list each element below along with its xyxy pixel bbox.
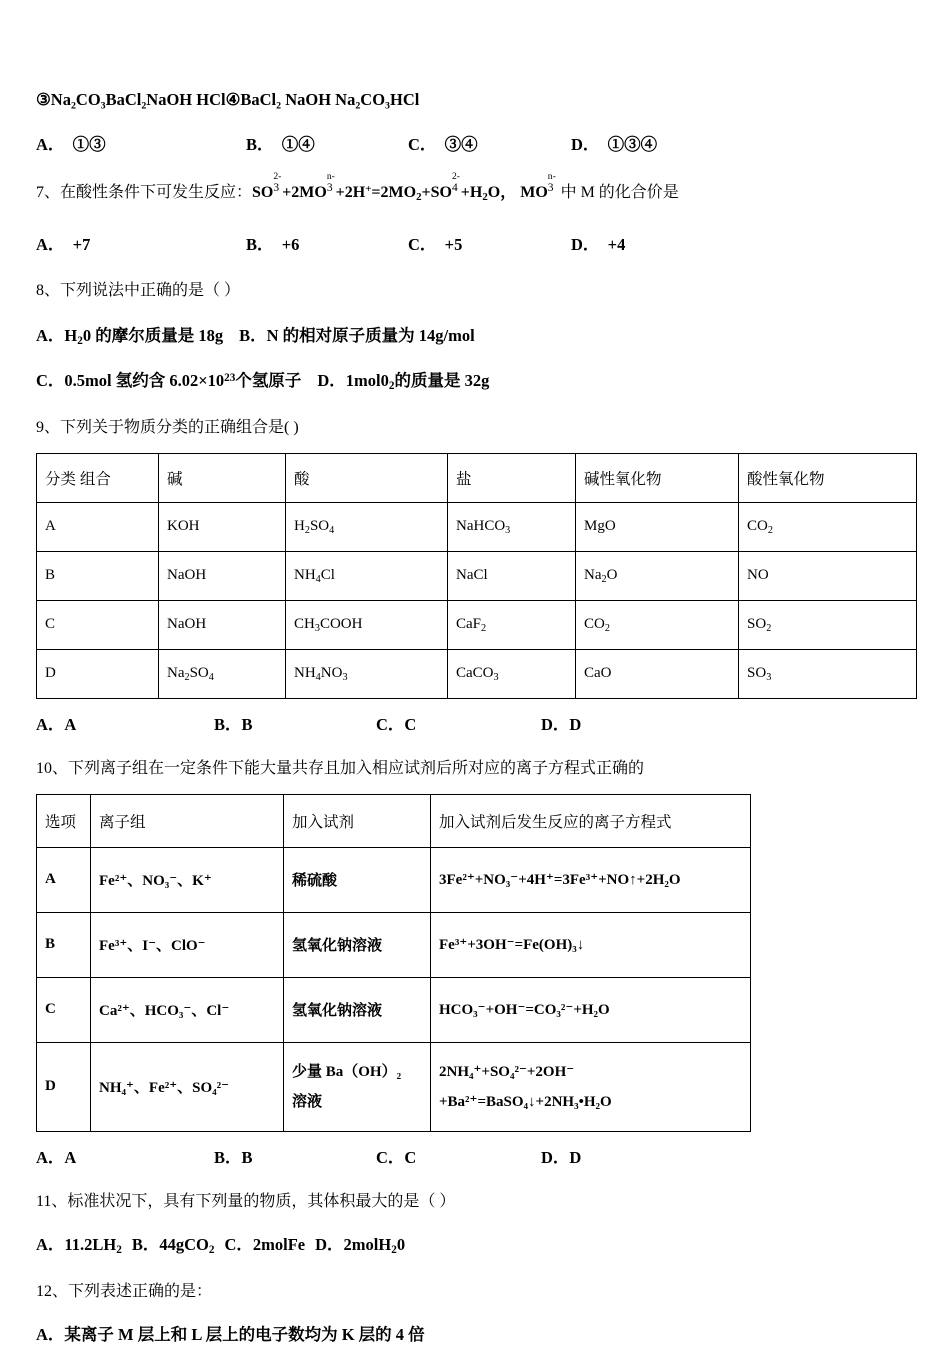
q9-number: 9、 (36, 418, 61, 436)
table-row (37, 977, 751, 1042)
cell-basic-oxide: $CO_2$ (576, 600, 739, 649)
cell-option: A (37, 502, 159, 551)
q12-stem (36, 1278, 916, 1301)
header-acidic-oxide: 酸性氧化物 (739, 453, 917, 502)
cell-acidic-oxide: $CO_2$ (739, 502, 917, 551)
cell-base: KOH (159, 502, 286, 551)
q10-stem-text: 下列离子组在一定条件下能大量共存且加入相应试剂后所对应的离子方程式正确的 (68, 759, 645, 777)
q11-number: 11、 (36, 1192, 68, 1210)
q10-stem (36, 755, 916, 778)
q11-stem (36, 1188, 916, 1211)
q7-options (36, 231, 916, 253)
equation-line-1: 2NH₄⁺+SO₄²⁻+2OH⁻ (439, 1063, 575, 1080)
cell-option: D (37, 649, 159, 698)
q6-formula-line: ③Na₂CO₃BaCl₂NaOH HCl④BaCl₂ NaOH Na₂CO₃HCl (36, 90, 420, 109)
classification-table (36, 453, 917, 699)
cell-option: C (37, 600, 159, 649)
q8-number: 8、 (36, 281, 61, 299)
q12-option-a[interactable] (36, 1321, 916, 1345)
header-salt: 盐 (448, 453, 576, 502)
q11-option-d[interactable]: D．2molH$_2$0 (315, 1234, 406, 1256)
cell-option: B (37, 551, 159, 600)
q11-option-c[interactable]: C．2molFe (224, 1234, 306, 1254)
header-ion-group: 离子组 (91, 794, 284, 847)
q8-options-line-1 (36, 322, 916, 347)
q8-options-line-2 (36, 367, 916, 392)
q8-option-c[interactable]: C．0.5mol 氢约含 $6.02\times 10^{23}$个氢原子 (36, 370, 302, 390)
cell-reagent: 氢氧化钠溶液 (284, 912, 431, 977)
cell-ion-group: Fe³⁺、I⁻、ClO⁻ (91, 912, 284, 977)
table-row (37, 912, 751, 977)
q6-option-a[interactable]: A． ①③ (36, 134, 106, 154)
q7-option-a[interactable]: A． +7 (36, 234, 91, 254)
q7-stem (36, 171, 916, 203)
cell-basic-oxide: MgO (576, 502, 739, 551)
q6-option-d[interactable]: D． ①③④ (571, 134, 658, 154)
q9-options (36, 711, 916, 733)
cell-acid: $H_2SO_4$ (286, 502, 448, 551)
cell-option: C (37, 977, 91, 1042)
table-row (37, 502, 917, 551)
q7-option-d[interactable]: D． +4 (571, 234, 626, 254)
q11-options (36, 1231, 916, 1256)
q8-option-b[interactable]: B．N 的相对原子质量为 14g/mol (239, 325, 475, 345)
cell-acid: $NH_4NO_3$ (286, 649, 448, 698)
cell-option: D (37, 1042, 91, 1131)
table-row (37, 551, 917, 600)
cell-ion-group: Fe²⁺、NO₃⁻、K⁺ (91, 847, 284, 912)
cell-base: $Na_2SO_4$ (159, 649, 286, 698)
table-row (37, 847, 751, 912)
cell-reagent: 氢氧化钠溶液 (284, 977, 431, 1042)
header-reagent: 加入试剂 (284, 794, 431, 847)
q8-option-a[interactable]: A．$H_20$ 的摩尔质量是 18g (36, 325, 224, 347)
cell-acid: $NH_4Cl$ (286, 551, 448, 600)
q9-option-c[interactable]: C．C (376, 714, 417, 734)
q7-stem-before: 在酸性条件下可发生反应： (60, 183, 253, 201)
reagent-line-1: 少量 Ba（OH）₂ (292, 1063, 402, 1080)
header-acid: 酸 (286, 453, 448, 502)
q9-option-d[interactable]: D．D (541, 714, 582, 734)
cell-ion-group: NH₄⁺、Fe²⁺、SO₄²⁻ (91, 1042, 284, 1131)
q10-number: 10、 (36, 759, 69, 777)
q6-option-b[interactable]: B． ①④ (246, 134, 315, 154)
q10-option-c[interactable]: C．C (376, 1147, 417, 1167)
q10-option-d[interactable]: D．D (541, 1147, 582, 1167)
table-row (37, 1042, 751, 1131)
cell-acidic-oxide: $SO_3$ (739, 649, 917, 698)
q9-option-a[interactable]: A．A (36, 714, 77, 734)
header-category: 分类 组合 (37, 453, 159, 502)
cell-acid: $CH_3COOH$ (286, 600, 448, 649)
ion-equation-table (36, 794, 751, 1132)
table-header-row (37, 453, 917, 502)
q12-option-a-label: A． (36, 1324, 65, 1344)
q7-equation: SO 2- 3 +2MO n- 3 $+2H^+=2MO_2+SO$ 2- 4 $+H_2O$， MO n- 3 (252, 171, 556, 203)
table-header-row (37, 794, 751, 847)
q8-stem (36, 277, 916, 300)
cell-acidic-oxide: $SO_2$ (739, 600, 917, 649)
header-basic-oxide: 碱性氧化物 (576, 453, 739, 502)
cell-acidic-oxide: NO (739, 551, 917, 600)
cell-reagent (284, 1042, 431, 1131)
page-content (36, 92, 916, 1345)
cell-salt: NaHCO$_3$ (448, 502, 576, 551)
q6-options (36, 131, 916, 153)
table-row (37, 600, 917, 649)
cell-basic-oxide: $Na_2O$ (576, 551, 739, 600)
cell-salt: CaCO$_3$ (448, 649, 576, 698)
q7-number: 7、 (36, 183, 61, 201)
cell-base: NaOH (159, 600, 286, 649)
q8-stem-text: 下列说法中正确的是（ ） (60, 281, 241, 299)
q12-stem-text: 下列表述正确的是： (68, 1282, 213, 1300)
q11-stem-text: 标准状况下，具有下列量的物质，其体积最大的是（ ） (67, 1192, 456, 1210)
reagent-line-2: 溶液 (292, 1093, 323, 1110)
q11-option-a[interactable]: A．$11.2LH_2$ (36, 1234, 122, 1256)
cell-equation: HCO₃⁻+OH⁻=CO₃²⁻+H₂O (431, 977, 751, 1042)
q9-stem (36, 414, 916, 437)
cell-equation: 3Fe²⁺+NO₃⁻+4H⁺=3Fe³⁺+NO↑+2H₂O (431, 847, 751, 912)
q7-option-c[interactable]: C． +5 (408, 234, 463, 254)
q9-option-b[interactable]: B．B (214, 714, 253, 734)
header-ion-equation: 加入试剂后发生反应的离子方程式 (431, 794, 751, 847)
q8-option-d[interactable]: D．$1mol0_2$的质量是 32g (317, 370, 490, 392)
cell-equation (431, 1042, 751, 1131)
cell-option: A (37, 847, 91, 912)
q9-stem-text: 下列关于物质分类的正确组合是( ) (60, 418, 299, 436)
equation-line-2: +Ba²⁺=BaSO₄↓+2NH₃•H₂O (439, 1093, 612, 1110)
q10-option-a[interactable]: A．A (36, 1147, 77, 1167)
cell-reagent: 稀硫酸 (284, 847, 431, 912)
table-row (37, 649, 917, 698)
q12-option-a-text: 某离子 M 层上和 L 层上的电子数均为 K 层的 4 倍 (64, 1324, 425, 1344)
cell-option: B (37, 912, 91, 977)
q7-option-b[interactable]: B． +6 (246, 234, 300, 254)
cell-salt: CaF$_2$ (448, 600, 576, 649)
q10-options (36, 1144, 916, 1166)
q11-option-b[interactable]: B．44gCO$_2$ (131, 1234, 215, 1256)
cell-basic-oxide: CaO (576, 649, 739, 698)
header-option: 选项 (37, 794, 91, 847)
q7-stem-after: 中 M 的化合价是 (560, 183, 679, 201)
q12-number: 12、 (36, 1282, 69, 1300)
cell-ion-group: Ca²⁺、HCO₃⁻、Cl⁻ (91, 977, 284, 1042)
cell-equation: Fe³⁺+3OH⁻=Fe(OH)₃↓ (431, 912, 751, 977)
q10-option-b[interactable]: B．B (214, 1147, 253, 1167)
q6-option-c[interactable]: C． ③④ (408, 134, 478, 154)
cell-salt: NaCl (448, 551, 576, 600)
cell-base: NaOH (159, 551, 286, 600)
header-base: 碱 (159, 453, 286, 502)
